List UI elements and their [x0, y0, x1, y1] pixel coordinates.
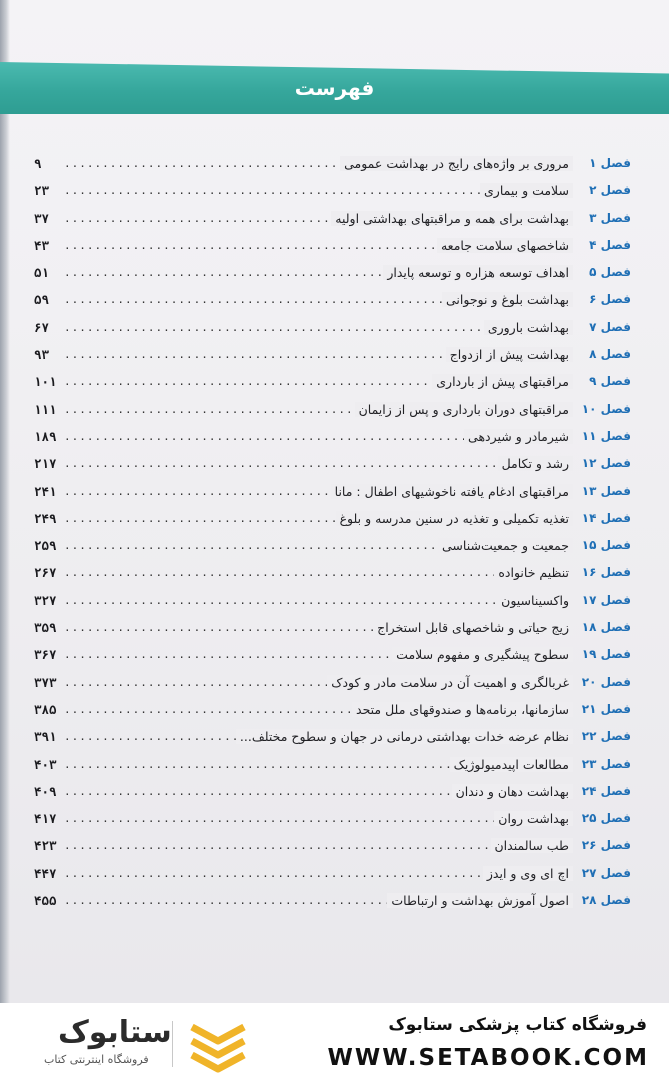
- page-number: ۴۰۳: [34, 756, 57, 772]
- toc-entry: [34, 641, 631, 668]
- chapter-title: بهداشت دهان و دندان: [452, 778, 573, 805]
- toc-entry: [34, 232, 631, 259]
- toc-entry: [34, 778, 631, 805]
- chapter-label: فصل ۲۱: [581, 701, 631, 716]
- logo-subtitle: فروشگاه اینترنتی کتاب: [44, 1053, 149, 1066]
- chapter-title: نظام عرضه خدات بهداشتی درمانی در جهان و سطوح مختلف...: [236, 723, 573, 750]
- toc-entry: [34, 587, 631, 614]
- chapter-title: سطوح پیشگیری و مفهوم سلامت: [392, 641, 573, 668]
- page-number: ۳۸۵: [34, 701, 57, 717]
- chapter-label: فصل ۱۲: [581, 456, 631, 471]
- chapter-label: فصل ۲۸: [581, 893, 631, 908]
- store-logo: [24, 1015, 264, 1073]
- chapter-label: فصل ۲۰: [581, 674, 631, 689]
- page-number: ۴۰۹: [34, 783, 57, 799]
- page-number: ۳۹۱: [34, 729, 57, 745]
- chapter-label: فصل ۲۶: [581, 838, 631, 853]
- toc-entry: [34, 205, 631, 232]
- page-number: ۴۲۳: [34, 838, 57, 854]
- chapter-label: فصل ۷: [589, 319, 631, 334]
- toc-entry: [34, 423, 631, 450]
- toc-entry: [34, 559, 631, 586]
- page-number: ۲۴۱: [34, 483, 57, 499]
- page-number: ۵۹: [34, 292, 50, 308]
- page-number: ۴۴۷: [34, 865, 57, 881]
- chapter-label: فصل ۴: [589, 237, 631, 252]
- page-number: ۳۷: [34, 210, 50, 226]
- page-number: ۲۱۷: [34, 456, 57, 472]
- page-binding-edge: [0, 0, 10, 1003]
- page-title: فهرست: [294, 76, 375, 100]
- page-number: ۴۳: [34, 237, 50, 253]
- chapter-title: سلامت و بیماری: [480, 177, 573, 204]
- chapter-title: جمعیت و جمعیت‌شناسی: [438, 532, 573, 559]
- chapter-title: تنظیم خانواده: [494, 559, 573, 586]
- page-number: ۱۸۹: [34, 428, 57, 444]
- toc-entry: [34, 259, 631, 286]
- chapter-title: اهداف توسعه هزاره و توسعه پایدار: [383, 259, 573, 286]
- toc-entry: [34, 723, 631, 750]
- toc-entry: [34, 450, 631, 477]
- chapter-label: فصل ۲۵: [581, 811, 631, 826]
- chapter-title: بهداشت پیش از ازدواج: [446, 341, 573, 368]
- page-number: ۹۳: [34, 347, 50, 363]
- chapter-title: مراقبتهای ادغام یافته ناخوشیهای اطفال : مانا: [331, 478, 573, 505]
- chapter-title: اچ ای وی و ایدز: [483, 860, 573, 887]
- page-number: ۲۳: [34, 183, 50, 199]
- chapter-label: فصل ۱۰: [581, 401, 631, 416]
- chapter-label: فصل ۱۹: [581, 647, 631, 662]
- page-number: ۵۱: [34, 265, 50, 281]
- toc-entry: [34, 341, 631, 368]
- logo-wordmark: ستابوک: [58, 1015, 172, 1050]
- toc-entry: [34, 860, 631, 887]
- chapter-title: بهداشت روان: [494, 805, 573, 832]
- chapter-title: زیج حیاتی و شاخصهای قابل استخراج: [373, 614, 573, 641]
- toc-entry: [34, 368, 631, 395]
- chapter-label: فصل ۱۷: [581, 592, 631, 607]
- toc-entry: [34, 150, 631, 177]
- toc-entry: [34, 696, 631, 723]
- toc-entry: [34, 396, 631, 423]
- page-number: ۱۱۱: [34, 401, 57, 417]
- chapter-label: فصل ۲۳: [581, 756, 631, 771]
- chapter-label: فصل ۱۶: [581, 565, 631, 580]
- chapter-label: فصل ۹: [589, 374, 631, 389]
- chapter-title: غربالگری و اهمیت آن در سلامت مادر و کودک: [327, 669, 573, 696]
- chapter-label: فصل ۵: [589, 265, 631, 280]
- chapter-label: فصل ۲۲: [581, 729, 631, 744]
- page-number: ۱۰۱: [34, 374, 57, 390]
- chapter-title: مطالعات اپیدمیولوژیک: [450, 751, 573, 778]
- chapter-title: اصول آموزش بهداشت و ارتباطات: [387, 887, 573, 914]
- chapter-title: تغذیه تکمیلی و تغذیه در سنین مدرسه و بلوغ: [336, 505, 573, 532]
- chapter-label: فصل ۱۱: [581, 428, 631, 443]
- chapter-label: فصل ۳: [589, 210, 631, 225]
- store-footer: [0, 1003, 669, 1080]
- chapter-title: رشد و تکامل: [498, 450, 573, 477]
- store-url: WWW.SETABOOK.COM: [327, 1045, 649, 1071]
- chapter-title: بهداشت برای همه و مراقبتهای بهداشتی اولیه: [331, 205, 573, 232]
- page-number: ۶۷: [34, 319, 50, 335]
- chapter-label: فصل ۲: [589, 183, 631, 198]
- chapter-title: سازمانها، برنامه‌ها و صندوقهای ملل متحد: [352, 696, 573, 723]
- chapter-label: فصل ۲۷: [581, 865, 631, 880]
- toc-entry: [34, 614, 631, 641]
- chapter-title: مراقبتهای پیش از بارداری: [432, 368, 573, 395]
- chapter-title: طب سالمندان: [491, 832, 574, 859]
- chapter-title: شاخصهای سلامت جامعه: [437, 232, 573, 259]
- chapter-label: فصل ۱۵: [581, 538, 631, 553]
- logo-divider: [172, 1021, 173, 1067]
- chapter-label: فصل ۱: [589, 156, 631, 170]
- toc-entry: [34, 669, 631, 696]
- chapter-title: بهداشت بلوغ و نوجوانی: [442, 286, 573, 313]
- page-number: ۲۵۹: [34, 538, 57, 554]
- toc-entry: [34, 532, 631, 559]
- chapter-label: فصل ۱۳: [581, 483, 631, 498]
- page-number: ۴۱۷: [34, 811, 57, 827]
- page-number: ۳۲۷: [34, 592, 57, 608]
- toc-entry: [34, 286, 631, 313]
- toc-entry: [34, 805, 631, 832]
- chapter-title: شیرمادر و شیردهی: [464, 423, 573, 450]
- toc-entry: [34, 478, 631, 505]
- page-number: ۹: [34, 156, 42, 171]
- page-number: ۳۷۳: [34, 674, 57, 690]
- chapter-label: فصل ۲۴: [581, 783, 631, 798]
- toc-entry: [34, 505, 631, 532]
- chevron-logo-icon: [184, 1017, 254, 1073]
- page-number: ۲۶۷: [34, 565, 57, 581]
- toc-entry: [34, 751, 631, 778]
- toc-entry: [34, 832, 631, 859]
- toc-entry: [34, 887, 631, 914]
- chapter-title: بهداشت باروری: [484, 314, 573, 341]
- chapter-label: فصل ۸: [589, 347, 631, 362]
- page-number: ۴۵۵: [34, 893, 57, 909]
- chapter-title: مروری بر واژه‌های رایج در بهداشت عمومی: [340, 150, 573, 177]
- toc-entry: [34, 314, 631, 341]
- table-of-contents: [34, 150, 631, 914]
- page-number: ۲۴۹: [34, 510, 57, 526]
- chapter-title: مراقبتهای دوران بارداری و پس از زایمان: [355, 396, 573, 423]
- toc-entry: [34, 177, 631, 204]
- chapter-label: فصل ۱۴: [581, 510, 631, 525]
- page-number: ۳۶۷: [34, 647, 57, 663]
- chapter-title: واکسیناسیون: [497, 587, 573, 614]
- page-number: ۳۵۹: [34, 620, 57, 636]
- chapter-label: فصل ۶: [589, 292, 631, 307]
- store-name: فروشگاه کتاب پزشکی ستابوک: [388, 1015, 647, 1035]
- chapter-label: فصل ۱۸: [581, 620, 631, 635]
